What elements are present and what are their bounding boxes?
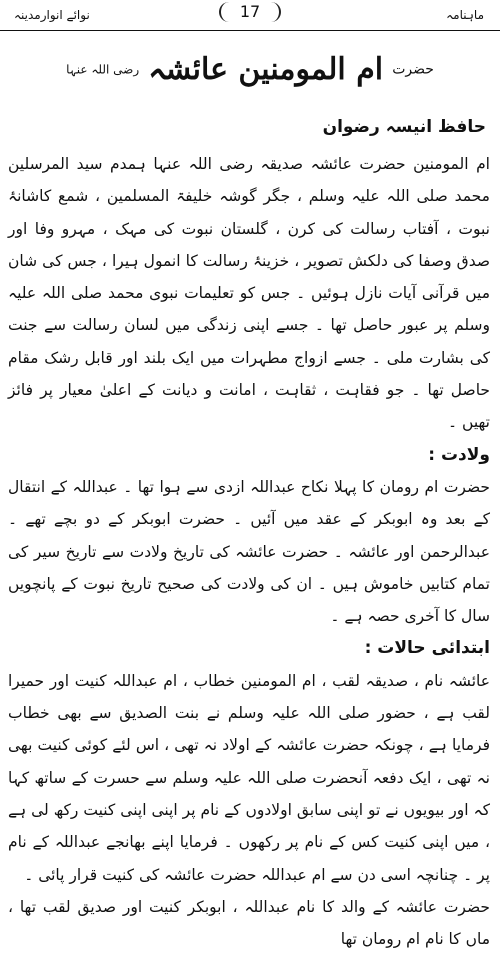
section-paragraph-birth: حضرت ام رومان کا پہلا نکاح عبداللہ ازدی سے ہوا تھا ۔ عبداللہ کے انتقال کے بعد وہ ابوبکر کے عقد میں آئیں ۔ حضرت ابوبکر کے دو بچے تھے ۔ عبدالرحمن اور عائشہ ۔ حضرت عائشہ کی تاریخ ولادت سے تاریخ سیر کی تمام کتابیں خاموش ہیں ۔ ان کی ولادت کی صحیح تاریخ نبوت کے پانچویں سال کا آخری حصہ ہے ۔ xyxy=(8,477,490,626)
article-author: حافظ انیسہ رضوان xyxy=(322,117,486,137)
section-heading-early-life: ابتدائی حالات : xyxy=(364,638,490,659)
title-main: ام المومنین عائشہ xyxy=(148,52,384,87)
page-number: 17 xyxy=(219,2,281,22)
publication-name: نوائے انوارمدینہ xyxy=(14,8,90,22)
article-body xyxy=(8,148,490,955)
article-title xyxy=(0,52,500,94)
closing-paragraph: حضرت عائشہ کے والد کا نام عبداللہ ، ابوبکر کنیت اور صدیق لقب تھا ، ماں کا نام ام رومان تھا xyxy=(8,897,490,949)
header-divider xyxy=(0,30,500,31)
title-honorific: رضی اللہ عنہا xyxy=(66,62,140,77)
section-paragraph-early-life: عائشہ نام ، صدیقہ لقب ، ام المومنین خطاب ، ام عبداللہ کنیت اور حمیرا لقب ہے ، حضور صلی اللہ علیہ وسلم نے بنت الصدیق سے بھی خطاب فرمایا ہے ، چونکہ حضرت عائشہ کے اولاد نہ تھی ، اس لئے کوئی کنیت بھی نہ تھی ، ایک دفعہ آنحضرت صلی اللہ علیہ وسلم سے حسرت کے ساتھ کہا کہ اور بیویوں نے تو اپنی سابق اولادوں کے نام پر اپنی اپنی کنیت رکھ لی ہے ، میں اپنی کنیت کس کے نام پر رکھوں ۔ فرمایا اپنے بھانجے عبداللہ کے نام پر ۔ چنانچہ اسی دن سے ام عبداللہ حضرت عائشہ کی کنیت قرار پائی ۔ xyxy=(8,671,490,884)
running-header xyxy=(8,0,492,30)
intro-paragraph: ام المومنین حضرت عائشہ صدیقہ رضی اللہ عنہا ہمدم سید المرسلین محمد صلی اللہ علیہ وسلم ، جگر گوشہ خلیفۃ المسلمین ، شمع کاشانۂ نبوت ، آفتاب رسالت کی کرن ، گلستان نبوت کی مہک ، مہرو وفا اور صدق وصفا کی دلکش تصویر ، خزینۂ رسالت کا انمول ہیرا ، جس کی شان میں قرآنی آیات نازل ہوئیں ۔ جس کو تعلیمات نبوی محمد صلی اللہ علیہ وسلم پر عبور حاصل تھا ۔ جسے اپنی زندگی میں لسان رسالت سے جنت کی بشارت ملی ۔ جسے ازواج مطہرات میں ایک بلند اور قابل رشک مقام حاصل تھا ۔ جو فقاہت ، ثقاہت ، امانت و دیانت کے اعلیٰ معیار پر فائز تھیں ۔ xyxy=(8,155,490,432)
title-prefix: حضرت xyxy=(392,61,434,78)
section-heading-birth: ولادت : xyxy=(428,444,490,465)
magazine-label: ماہنامہ xyxy=(446,8,484,22)
